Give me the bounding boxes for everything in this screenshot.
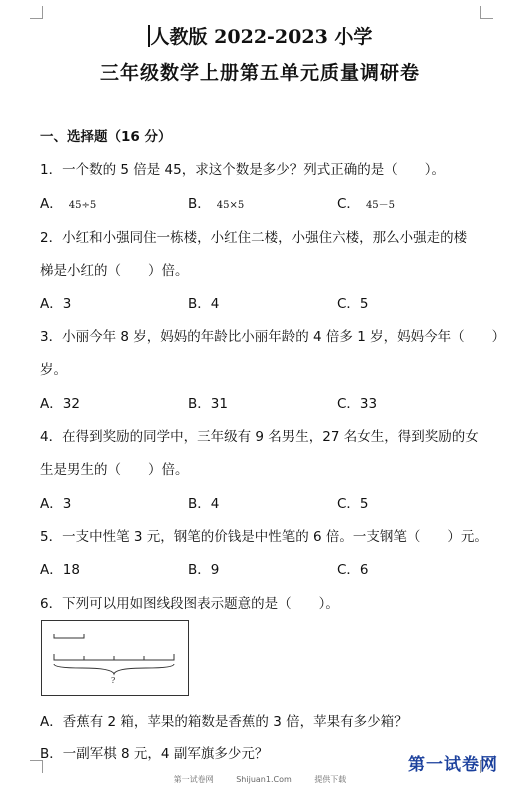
question-3-option-a: A．32 [40, 396, 80, 412]
question-1-option-c [337, 192, 395, 212]
option-formula: 45×5 [216, 200, 245, 211]
option-label: B． [188, 196, 211, 212]
option-formula: 45－5 [365, 200, 396, 211]
question-4-option-a: A．3 [40, 496, 72, 512]
exam-title-line-1 [0, 22, 520, 49]
line-segment-diagram [41, 620, 189, 696]
question-3-text-line-1: 3．小丽今年 8 岁，妈妈的年龄比小丽年龄的 4 倍多 1 岁，妈妈今年（ ） [40, 329, 506, 345]
option-formula: 45÷5 [68, 200, 97, 211]
question-5-option-c: C．6 [337, 562, 369, 578]
title-line-1-text: 人教版 2022-2023 小学 [150, 26, 373, 48]
watermark-logo: 第一试卷网 [408, 755, 498, 775]
short-segment [54, 634, 84, 638]
question-3-text-line-2: 岁。 [40, 362, 67, 378]
section-heading: 一、选择题（16 分） [40, 129, 172, 145]
question-4-text-line-1: 4．在得到奖励的同学中，三年级有 9 名男生，27 名女生，得到奖励的女 [40, 429, 479, 445]
exam-title-line-2: 三年级数学上册第五单元质量调研卷 [99, 62, 420, 84]
question-2-text-line-1: 2．小红和小强同住一栋楼，小红住二楼，小强住六楼，那么小强走的楼 [40, 230, 468, 246]
question-2-option-c: C．5 [337, 296, 369, 312]
question-5-option-b: B．9 [188, 562, 220, 578]
crop-mark [480, 6, 493, 19]
text-cursor [148, 25, 150, 47]
question-3-option-b: B．31 [188, 396, 228, 412]
footer-site-name: 第一试卷网 [173, 775, 214, 784]
question-5-text: 5．一支中性笔 3 元，钢笔的价钱是中性笔的 6 倍。一支钢笔（ ）元。 [40, 529, 488, 545]
question-1-option-b [188, 192, 244, 212]
question-6-text: 6．下列可以用如图线段图表示题意的是（ ）。 [40, 596, 339, 612]
question-5-option-a: A．18 [40, 562, 80, 578]
question-6-option-b: B．一副军棋 8 元，4 副军旗多少元？ [40, 746, 269, 762]
brace-label: ? [111, 676, 116, 685]
question-2-text-line-2: 梯是小红的（ ）倍。 [40, 263, 189, 279]
question-2-option-b: B．4 [188, 296, 220, 312]
footer-site-url: Shijuan1.Com [236, 775, 292, 784]
page-footer [0, 774, 520, 785]
question-1-option-a [40, 192, 96, 212]
question-4-option-b: B．4 [188, 496, 220, 512]
question-1-text: 1．一个数的 5 倍是 45，求这个数是多少？列式正确的是（ ）。 [40, 162, 445, 178]
question-4-option-c: C．5 [337, 496, 369, 512]
segment-diagram-svg [42, 621, 188, 695]
option-label: A． [40, 196, 63, 212]
question-4-text-line-2: 生是男生的（ ）倍。 [40, 462, 189, 478]
question-2-option-a: A．3 [40, 296, 72, 312]
crop-mark [30, 6, 43, 19]
question-6-option-a: A．香蕉有 2 箱，苹果的箱数是香蕉的 3 倍，苹果有多少箱？ [40, 714, 408, 730]
footer-download-note: 提供下载 [314, 775, 347, 784]
option-label: C． [337, 196, 360, 212]
question-3-option-c: C．33 [337, 396, 378, 412]
brace [54, 664, 174, 674]
